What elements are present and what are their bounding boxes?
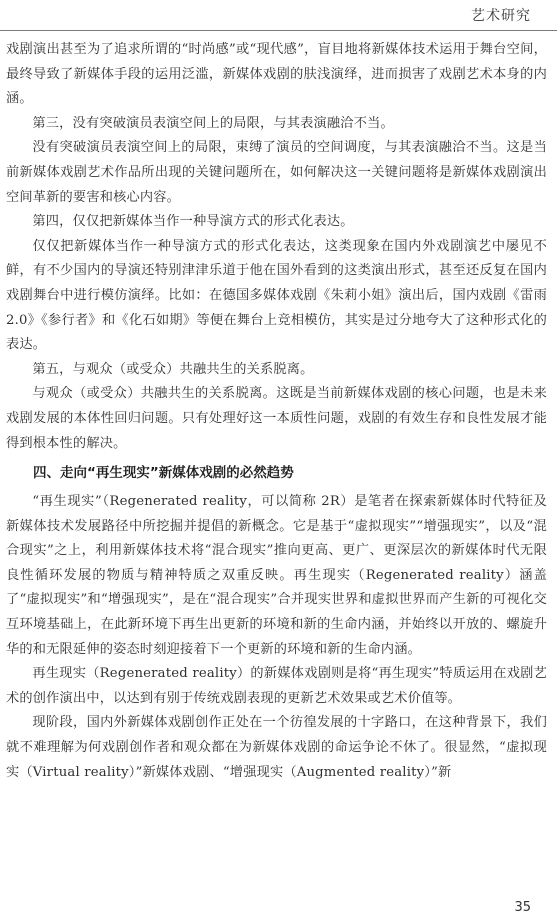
regenerated-reality-theater: 再生现实（Regenerated reality）的新媒体戏剧则是将“再生现实”特质运用在戏剧艺术的创作演出中，以达到有别于传统戏剧表现的更新艺术效果或艺术价值等。: [6, 666, 547, 706]
point-three-title: 第三，没有突破演员表演空间上的局限，与其表演融洽不当。: [32, 115, 394, 131]
page-number: 35: [514, 900, 531, 915]
paragraph-continuation: 戏剧演出甚至为了追求所谓的“时尚感”或“现代感”，盲目地将新媒体技术运用于舞台空间，最终导致了新媒体手段的运用泛滥，新媒体戏剧的肤浅演绎，进而损害了戏剧艺术本身的内涵。: [6, 42, 547, 107]
header-divider: [0, 30, 557, 31]
point-four-body: 仅仅把新媒体当作一种导演方式的形式化表达，这类现象在国内外戏剧演艺中屡见不鲜，有不少国内的导演还特别津津乐道于他在国外看到的这类演出形式，甚至还反复在国内戏剧舞台中进行模仿演绎。比如：在德国多媒体戏剧《朱莉小姐》演出后，国内戏剧《雷雨 2.0》《参行者》和《化石如期》等便在舞台上竞相模仿，其实是过分地夸大了这种形式化的表达。: [6, 238, 547, 353]
article-body: [6, 38, 547, 785]
running-header-title: 艺术研究: [471, 8, 531, 24]
regenerated-reality-definition: “再生现实”（Regenerated reality，可以简称 2R）是笔者在探索新媒体时代特征及新媒体技术发展路径中所挖掘并提倡的新概念。它是基于“虚拟现实”“增强现实”，以及“混合现实”之上，利用新媒体技术将“混合现实”推向更高、更广、更深层次的新媒体时代无限良性循环发展的物质与精神特质之双重反映。再生现实（Regenerated reality）涵盖了“虚拟现实”和“增强现实”，是在“混合现实”合并现实世界和虚拟世界而产生新的可视化交互环境基础上，在此新环境下再生出更新的环境和新的生命内涵，并始终以开放的、螺旋升华的和无限延伸的姿态时刻迎接着下一个更新的环境和新的生命内涵。: [6, 494, 547, 657]
section-heading: 四、走向“再生现实”新媒体戏剧的必然趋势: [33, 465, 294, 482]
point-four-title: 第四，仅仅把新媒体当作一种导演方式的形式化表达。: [32, 214, 354, 230]
point-five-title: 第五，与观众（或受众）共融共生的关系脱离。: [32, 361, 314, 377]
point-five-body: 与观众（或受众）共融共生的关系脱离。这既是当前新媒体戏剧的核心问题，也是未来戏剧发展的本体性回归问题。只有处理好这一本质性问题，戏剧的有效生存和良性发展才能得到根本性的解决。: [6, 386, 547, 451]
point-three-body: 没有突破演员表演空间上的局限，束缚了演员的空间调度，与其表演融洽不当。这是当前新媒体戏剧艺术作品所出现的关键问题所在，如何解决这一关键问题将是新媒体戏剧演出空间革新的要害和核心内容。: [6, 140, 547, 205]
current-stage-paragraph: 现阶段，国内外新媒体戏剧创作正处在一个彷徨发展的十字路口，在这种背景下，我们就不难理解为何戏剧创作者和观众都在为新媒体戏剧的命运争论不休了。很显然，“虚拟现实（Virtual reality）”新媒体戏剧、“增强现实（Augmented reality）”新: [6, 715, 547, 780]
